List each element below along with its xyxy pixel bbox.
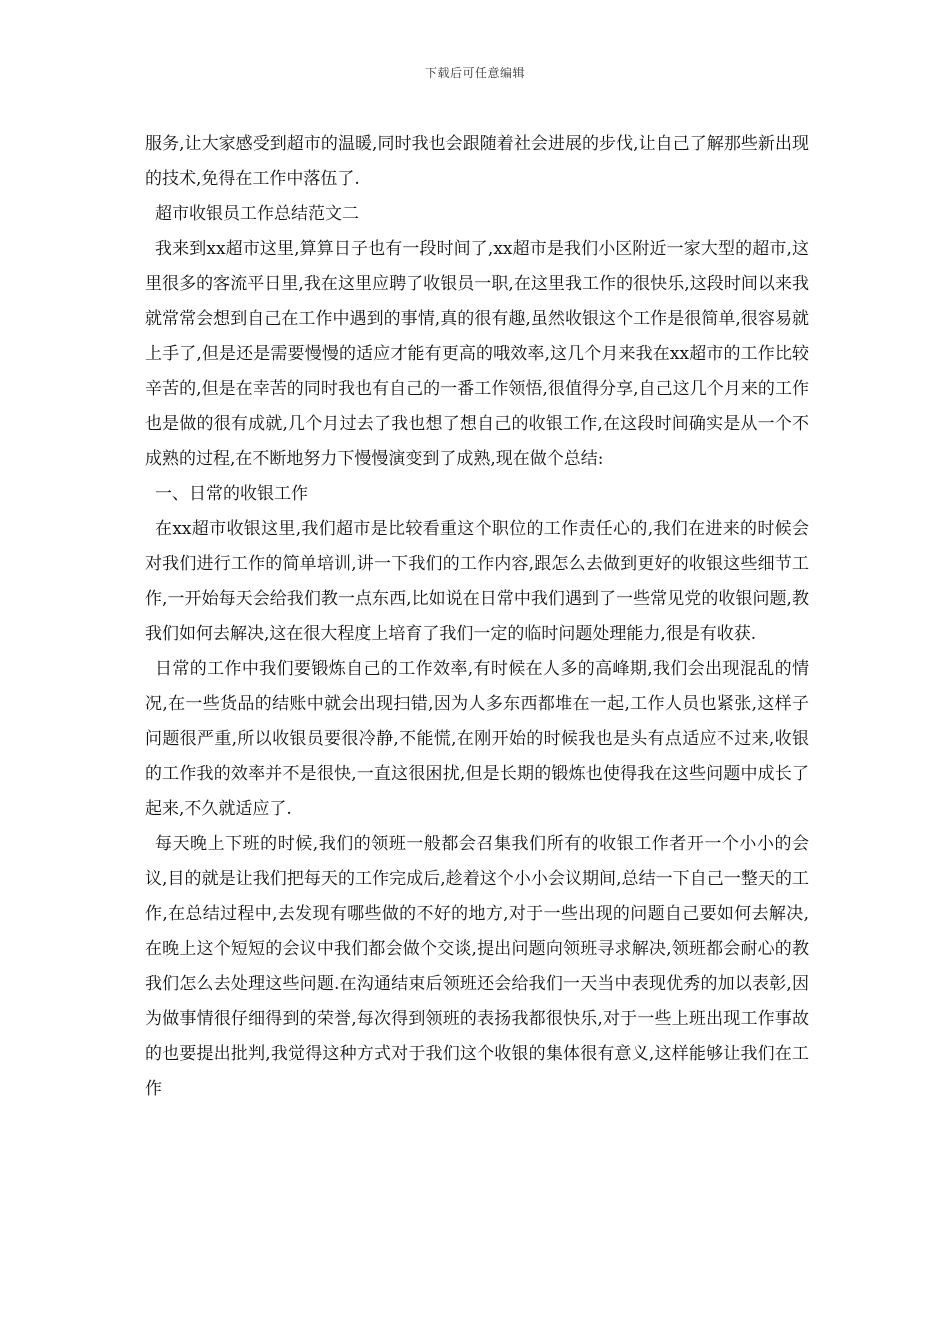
paragraph-intro-continued: 服务,让大家感受到超市的温暖,同时我也会跟随着社会进展的步伐,让自己了解那些新出现的技术,免得在工作中落伍了. — [145, 134, 809, 189]
page-header: 下载后可任意编辑 — [424, 66, 525, 80]
paragraph-opening: 我来到xx超市这里,算算日子也有一段时间了,xx超市是我们小区附近一家大型的超市,这里很多的客流平日里,我在这里应聘了收银员一职,在这里我工作的很快乐,这段时间以来我就常常会想到自己在工作中遇到的事情,真的很有趣,虽然收银这个工作是很简单,很容易就上手了,但是还是需要慢慢的适应才能有更高的哦效率,这几个月来我在xx超市的工作比较辛苦的,但是在幸苦的同时我也有自己的一番工作领悟,很值得分享,自己这几个月来的工作也是做的很有成就,几个月过去了我也想了想自己的收银工作,在这段时间确实是从一个不成熟的过程,在不断地努力下慢慢演变到了成熟,现在做个总结: — [145, 239, 809, 469]
subsection-heading: 一、日常的收银工作 — [155, 484, 308, 504]
paragraph-training: 在xx超市收银这里,我们超市是比较看重这个职位的工作责任心的,我们在进来的时候会对我们进行工作的简单培训,讲一下我们的工作内容,跟怎么去做到更好的收银这些细节工作,一开始每天会给我们教一点东西,比如说在日常中我们遇到了一些常见党的收银问题,教我们如何去解决,这在很大程度上培育了我们一定的临时问题处理能力,很是有收获. — [145, 519, 809, 644]
paragraph-efficiency: 日常的工作中我们要锻炼自己的工作效率,有时候在人多的高峰期,我们会出现混乱的情况,在一些货品的结账中就会出现扫错,因为人多东西都堆在一起,工作人员也紧张,这样子问题很严重,所以收银员要很冷静,不能慌,在刚开始的时候我也是头有点适应不过来,收银的工作我的效率并不是很快,一直这很困扰,但是长期的锻炼也使得我在这些问题中成长了起来,不久就适应了. — [145, 659, 809, 819]
paragraph-meeting: 每天晚上下班的时候,我们的领班一般都会召集我们所有的收银工作者开一个小小的会议,目的就是让我们把每天的工作完成后,趁着这个小小会议期间,总结一下自己一整天的工作,在总结过程中,去发现有哪些做的不好的地方,对于一些出现的问题自己要如何去解决,在晚上这个短短的会议中我们都会做个交谈,提出问题向领班寻求解决,领班都会耐心的教我们怎么去处理这些问题.在沟通结束后领班还会给我们一天当中表现优秀的加以表彰,因为做事情很仔细得到的荣誉,每次得到领班的表扬我都很快乐,对于一些上班出现工作事故的也要提出批判,我觉得这种方式对于我们这个收银的集体很有意义,这样能够让我们在工作 — [145, 834, 809, 1099]
section-title: 超市收银员工作总结范文二 — [155, 204, 359, 224]
document-body — [145, 127, 809, 1107]
